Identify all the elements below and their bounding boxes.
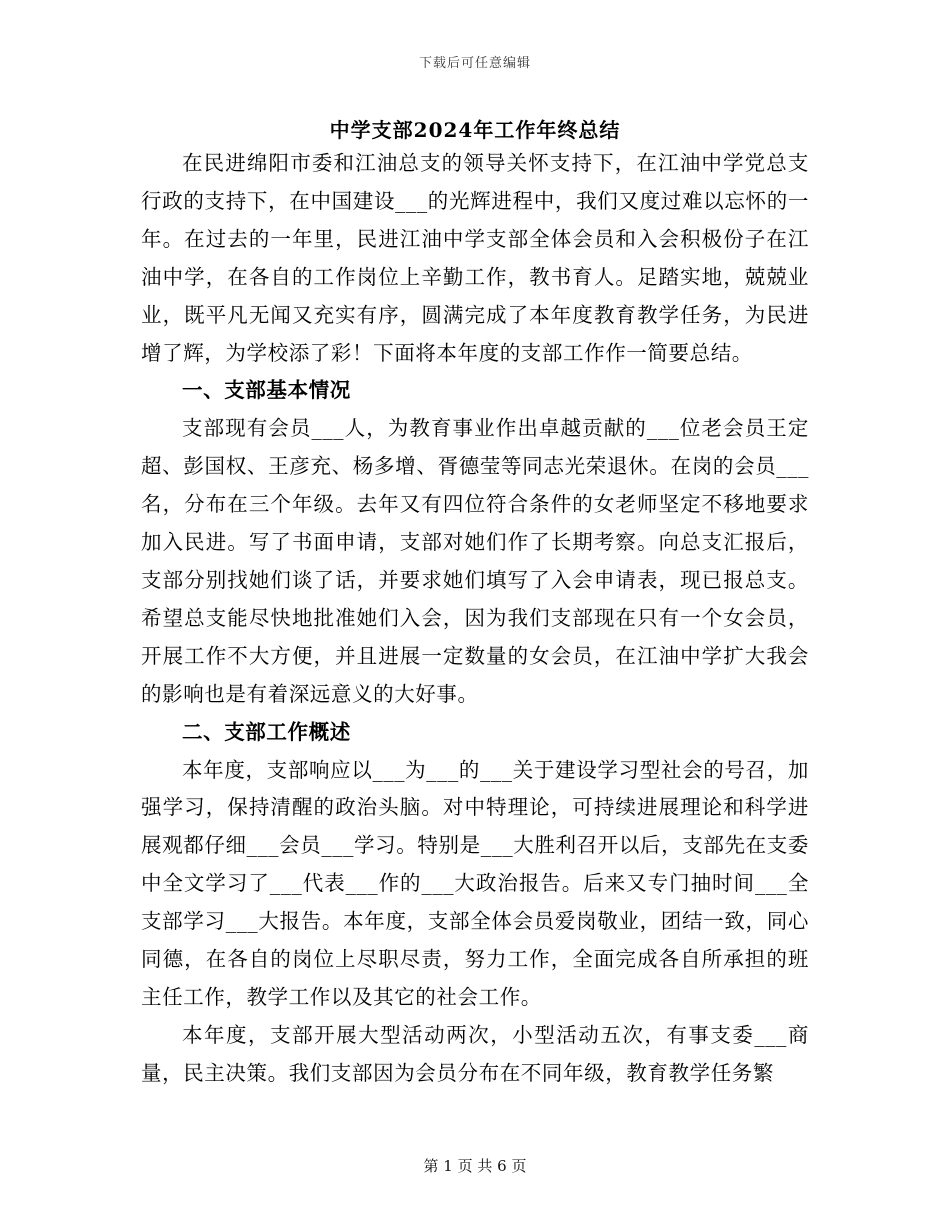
header-note: 下载后可任意编辑 [418,56,531,71]
basic-info-paragraph: 支部现有会员___人，为教育事业作出卓越贡献的___位老会员王定超、彭国权、王彦充、杨多增、胥德莹等同志光荣退休。在岗的会员___名，分布在三个年级。去年又有四位符合条件的女老师坚定不移地要求加入民进。写了书面申请，支部对她们作了长期考察。向总支汇报后，支部分别找她们谈了话，并要求她们填写了入会申请表，现已报总支。希望总支能尽快地批准她们入会，因为我们支部现在只有一个女会员，开展工作不大方便，并且进展一定数量的女会员，在江油中学扩大我会的影响也是有着深远意义的大好事。 [141,416,809,706]
page-number: 第 1 页 共 6 页 [423,1157,527,1175]
section-heading-work-overview: 二、支部工作概述 [182,719,351,744]
document-body [141,145,809,1093]
work-overview-paragraph-1: 本年度，支部响应以___为___的___关于建设学习型社会的号召，加强学习，保持清醒的政治头脑。对中特理论，可持续进展理论和科学进展观都仔细___会员___学习。特别是___大胜利召开以后，支部先在支委中全文学习了___代表___作的___大政治报告。后来又专门抽时间___全支部学习___大报告。本年度，支部全体会员爱岗敬业，团结一致，同心同德，在各自的岗位上尽职尽责，努力工作，全面完成各自所承担的班主任工作，教学工作以及其它的社会工作。 [141,757,809,1009]
document-title: 中学支部2024年工作年终总结 [329,118,621,142]
section-heading-basic-info: 一、支部基本情况 [182,378,351,403]
intro-paragraph: 在民进绵阳市委和江油总支的领导关怀支持下，在江油中学党总支行政的支持下，在中国建设___的光辉进程中，我们又度过难以忘怀的一年。在过去的一年里，民进江油中学支部全体会员和入会积极份子在江油中学，在各自的工作岗位上辛勤工作，教书育人。足踏实地，兢兢业业，既平凡无闻又充实有序，圆满完成了本年度教育教学任务，为民进增了辉，为学校添了彩！下面将本年度的支部工作作一简要总结。 [141,151,809,365]
work-overview-paragraph-2: 本年度，支部开展大型活动两次，小型活动五次，有事支委___商量，民主决策。我们支部因为会员分布在不同年级，教育教学任务繁 [141,1022,809,1085]
